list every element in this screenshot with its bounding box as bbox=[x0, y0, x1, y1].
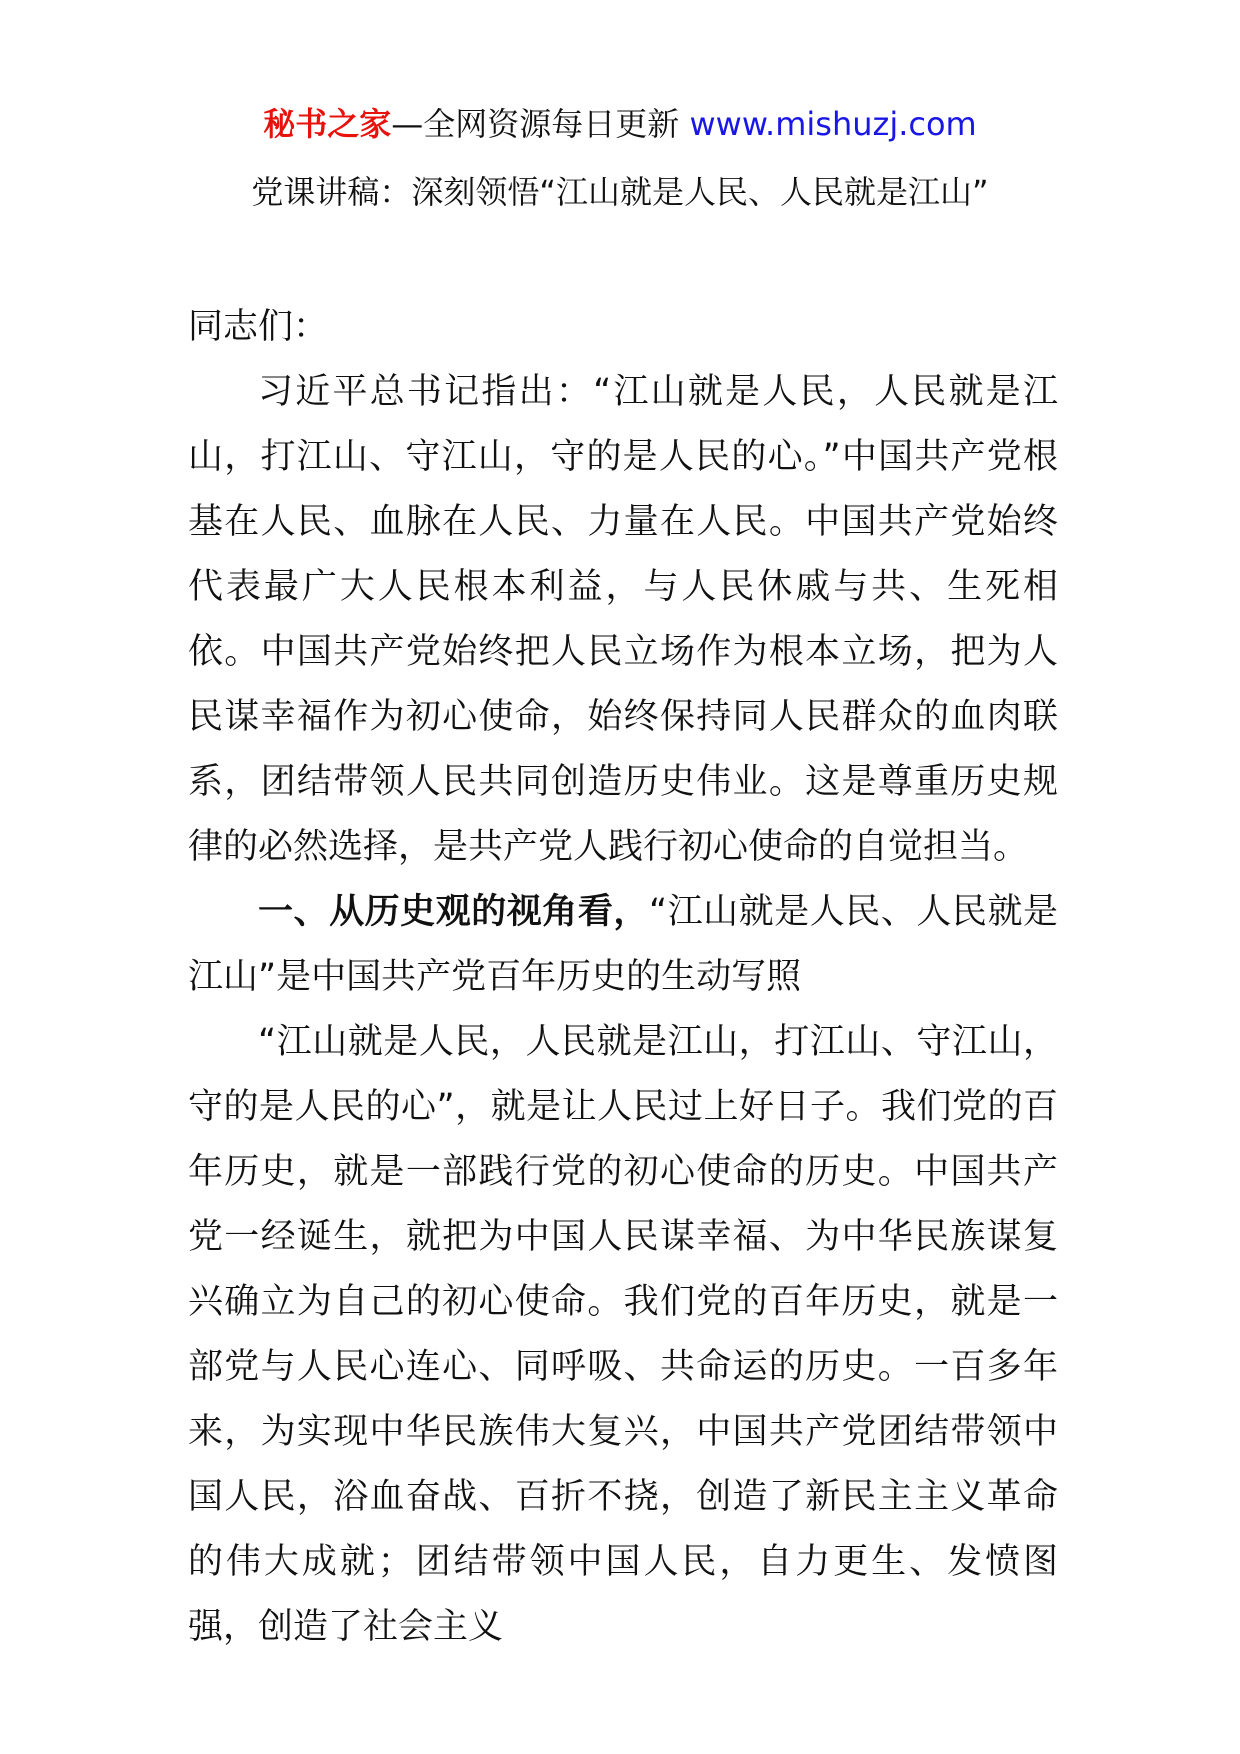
section-heading-lead: 一、从历史观的视角看， bbox=[258, 892, 649, 932]
paragraph-intro: 习近平总书记指出：“江山就是人民，人民就是江山，打江山、守江山，守的是人民的心。”中国共产党根基在人民、血脉在人民、力量在人民。中国共产党始终代表最广大人民根本利益，与人民休戚与共、生死相依。中国共产党始终把人民立场作为根本立场，把为人民谋幸福作为初心使命，始终保持同人民群众的血肉联系，团结带领人民共同创造历史伟业。这是尊重历史规律的必然选择，是共产党人践行初心使命的自觉担当。 bbox=[188, 372, 1058, 867]
greeting: 同志们： bbox=[188, 307, 329, 347]
document-title: 党课讲稿：深刻领悟“江山就是人民、人民就是江山” bbox=[251, 173, 989, 211]
section-heading-rest: “江山就是人民、人民就是江山”是中国共产党百年历史的生动写照 bbox=[188, 892, 1058, 997]
document-body bbox=[188, 295, 1058, 1660]
brand-name: 秘书之家 bbox=[263, 105, 392, 143]
section-heading-1 bbox=[188, 880, 1058, 1010]
site-url-link[interactable]: www.mishuzj.com bbox=[689, 105, 977, 143]
paragraph-section-1: “江山就是人民，人民就是江山，打江山、守江山，守的是人民的心”，就是让人民过上好日子。我们党的百年历史，就是一部践行党的初心使命的历史。中国共产党一经诞生，就把为中国人民谋幸福、为中华民族谋复兴确立为自己的初心使命。我们党的百年历史，就是一部党与人民心连心、同呼吸、共命运的历史。一百多年来，为实现中华民族伟大复兴，中国共产党团结带领中国人民，浴血奋战、百折不挠，创造了新民主主义革命的伟大成就；团结带领中国人民，自力更生、发愤图强，创造了社会主义 bbox=[188, 1022, 1058, 1647]
site-slogan: —全网资源每日更新 bbox=[391, 105, 690, 143]
site-header bbox=[0, 100, 1240, 148]
